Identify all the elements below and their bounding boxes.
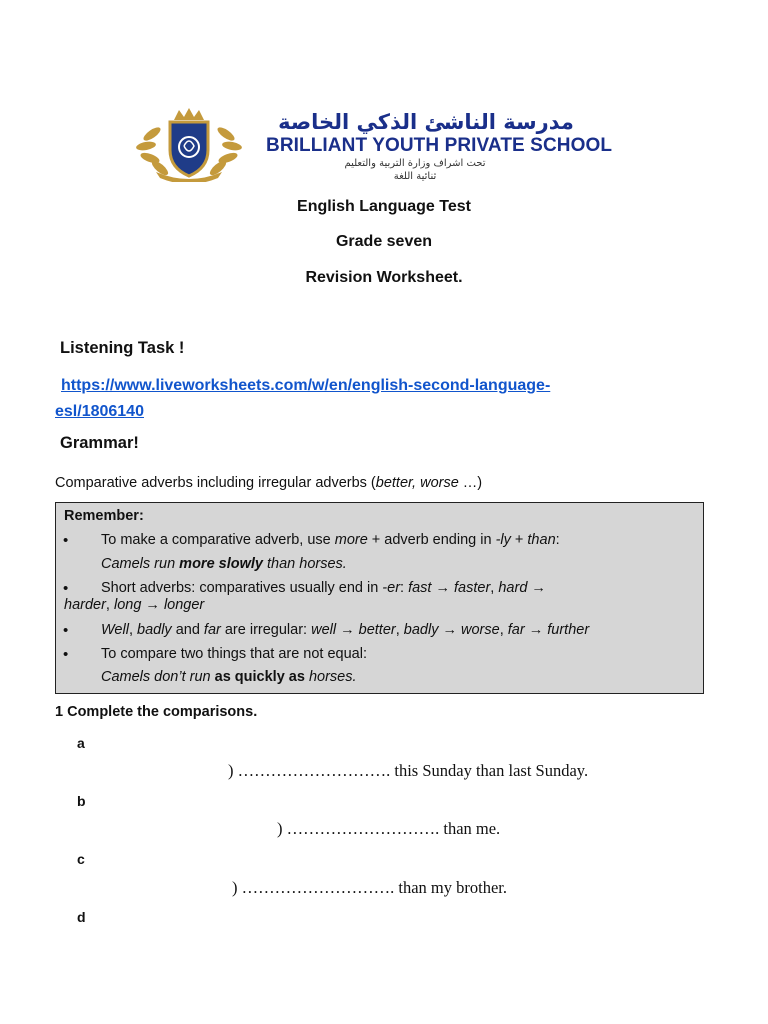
rule-text <box>101 580 546 596</box>
bullet: • <box>63 622 69 639</box>
rule-2-hard: hard → <box>498 580 546 596</box>
rule-2-fast: fast → faster <box>408 580 491 596</box>
item-line-b: ) ………………………. than me. <box>277 819 501 838</box>
item-letter-c: c <box>77 851 85 867</box>
item-line-c: ) ………………………. than my brother. <box>232 878 507 897</box>
rule-3-part: are irregular: <box>220 622 312 638</box>
item-letter-b: b <box>77 793 86 809</box>
school-name-arabic: مدرسة الناشئ الذكي الخاصة <box>278 110 574 134</box>
example-text <box>101 669 357 685</box>
rule-2-harder: harder <box>64 597 106 613</box>
rule-1-part: + adverb ending in <box>367 532 496 548</box>
rule-2-part: Short adverbs: comparatives usually end in <box>101 580 383 596</box>
grade-title: Grade seven <box>335 233 433 250</box>
rule-3-badly-worse: badly → worse <box>403 622 500 638</box>
rule-2-part: , <box>105 597 114 613</box>
rule-1-part: + <box>510 532 528 548</box>
example-1-part: Camels run <box>101 556 180 572</box>
remember-box <box>55 502 704 694</box>
example-2-part: Camels don’t run <box>101 669 215 685</box>
rule-3-far-further: far → further <box>507 622 590 638</box>
rule-3-badly: badly <box>137 622 172 638</box>
example-1-bold: more slowly <box>179 556 263 572</box>
rule-3-well-better: well → better <box>311 622 396 638</box>
item-letter-a: a <box>77 735 85 751</box>
worksheet-title: Revision Worksheet. <box>305 269 463 286</box>
rule-4-text: To compare two things that are not equal: <box>101 646 367 662</box>
test-title: English Language Test <box>297 198 471 215</box>
rule-2-part: , <box>490 580 499 596</box>
listening-link-line-1[interactable]: https://www.liveworksheets.com/w/en/english-second-language- <box>61 377 551 394</box>
example-2-part: horses. <box>304 669 357 685</box>
rule-2-er: -er <box>382 580 401 596</box>
rule-3-part: and <box>171 622 204 638</box>
item-line-a: ) ………………………. this Sunday than last Sunday. <box>228 761 589 780</box>
school-crest-logo <box>134 106 244 182</box>
rule-1-ly: -ly <box>495 532 511 548</box>
rule-text <box>101 532 560 548</box>
remember-title: Remember: <box>64 508 144 524</box>
school-subtitle-line-2: ثنائية اللغة <box>393 171 437 182</box>
intro-text: Comparative adverbs including irregular adverbs ( <box>55 475 376 491</box>
rule-3-part: , <box>395 622 404 638</box>
listening-link-line-2[interactable]: esl/1806140 <box>55 403 144 420</box>
bullet: • <box>63 580 69 597</box>
bullet: • <box>63 532 69 549</box>
listening-heading: Listening Task ! <box>60 339 185 357</box>
rule-row-2-continued <box>64 597 204 613</box>
rule-3-far: far <box>203 622 221 638</box>
grammar-heading: Grammar! <box>60 434 139 452</box>
example-text <box>101 556 347 572</box>
rule-1-more: more <box>334 532 368 548</box>
rule-3-part: , <box>128 622 137 638</box>
item-letter-d: d <box>77 909 86 925</box>
rule-3-part: , <box>499 622 508 638</box>
rule-1-than: than <box>527 532 556 548</box>
grammar-intro <box>55 475 482 491</box>
bullet: • <box>63 646 69 663</box>
intro-examples: better, worse <box>375 475 459 491</box>
example-2-bold: as quickly as <box>214 669 305 685</box>
school-name-english: BRILLIANT YOUTH PRIVATE SCHOOL <box>266 135 613 156</box>
intro-suffix: …) <box>458 475 483 491</box>
listening-link[interactable] <box>55 373 655 425</box>
rule-1-part: To make a comparative adverb, use <box>101 532 335 548</box>
rule-2-long: long → longer <box>113 597 205 613</box>
school-subtitle-line-1: تحت اشراف وزارة التربية والتعليم <box>344 158 486 169</box>
example-1-part: than horses. <box>262 556 347 572</box>
exercise-title: 1 Complete the comparisons. <box>55 704 258 720</box>
rule-2-part: : <box>400 580 409 596</box>
school-subtitle-arabic <box>300 157 530 183</box>
rule-3-well: Well <box>101 622 129 638</box>
rule-1-part: : <box>555 532 560 548</box>
rule-text <box>101 622 589 638</box>
